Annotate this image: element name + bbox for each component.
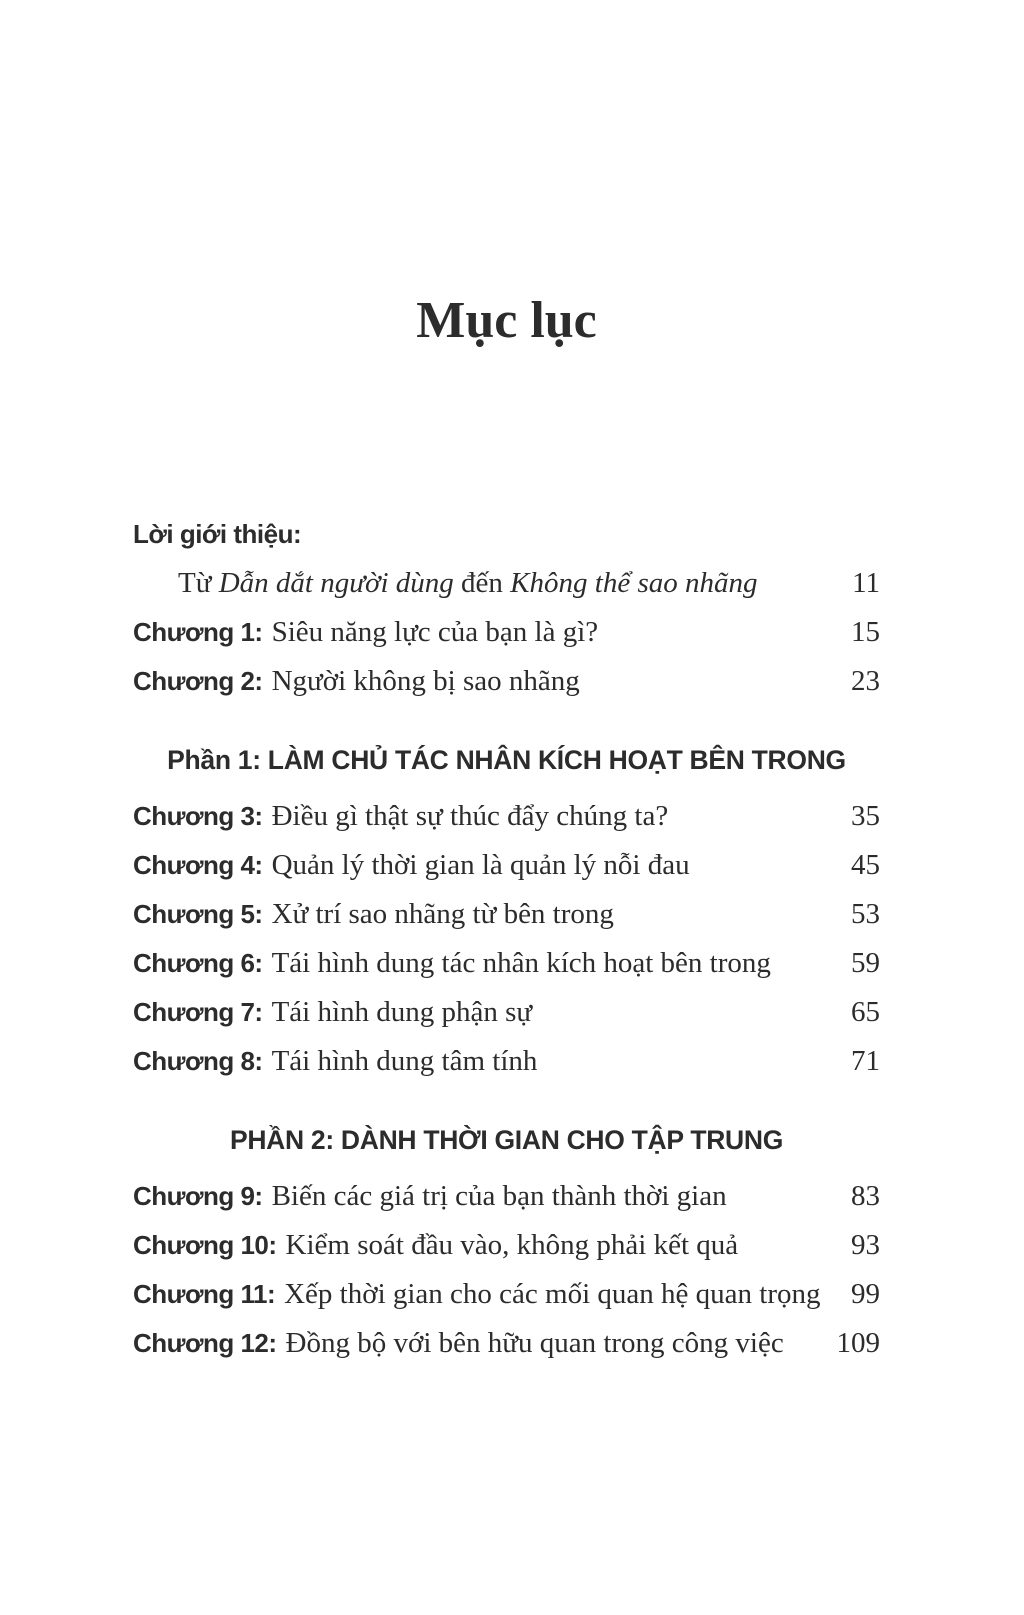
entry-text (133, 941, 771, 990)
intro-label: Lời giới thiệu: (133, 519, 302, 549)
chapter-title: Siêu năng lực của bạn là gì? (271, 616, 599, 648)
intro-segment: Từ (178, 567, 219, 599)
entry-text (133, 892, 614, 941)
entry-text (133, 512, 301, 561)
page-number: 59 (851, 947, 880, 979)
chapter-label: Chương 7: (133, 997, 263, 1027)
chapter-title: Người không bị sao nhãng (271, 665, 580, 697)
page-number: 45 (851, 849, 880, 881)
section-header-part1: Phần 1: LÀM CHỦ TÁC NHÂN KÍCH HOẠT BÊN TRONG (167, 745, 846, 775)
table-of-contents (133, 512, 880, 1370)
chapter-title: Tái hình dung phận sự (271, 996, 533, 1028)
toc-entry (133, 843, 880, 892)
chapter-label: Chương 5: (133, 899, 263, 929)
toc-entry (133, 1039, 880, 1088)
toc-entry (133, 990, 880, 1039)
entry-text (133, 561, 757, 610)
toc-intro-label-row (133, 512, 880, 561)
page-number: 71 (851, 1045, 880, 1077)
toc-entry (133, 1223, 880, 1272)
chapter-label: Chương 11: (133, 1279, 276, 1309)
page-number: 15 (851, 616, 880, 648)
toc-entry (133, 892, 880, 941)
chapter-label: Chương 1: (133, 617, 263, 647)
entry-text (133, 1039, 537, 1088)
chapter-title: Quản lý thời gian là quản lý nỗi đau (271, 849, 690, 881)
chapter-title: Điều gì thật sự thúc đẩy chúng ta? (271, 800, 669, 832)
intro-segment: đến (453, 567, 511, 599)
toc-entry (133, 610, 880, 659)
entry-text (133, 1272, 820, 1321)
toc-entry (133, 659, 880, 708)
intro-segment-italic: Không thể sao nhãng (510, 567, 758, 599)
toc-entry (133, 794, 880, 843)
page-number: 83 (851, 1180, 880, 1212)
chapter-title: Xử trí sao nhãng từ bên trong (271, 898, 614, 930)
chapter-label: Chương 4: (133, 850, 263, 880)
toc-entry (133, 941, 880, 990)
chapter-label: Chương 9: (133, 1181, 263, 1211)
page-number: 99 (851, 1278, 880, 1310)
chapter-label: Chương 6: (133, 948, 263, 978)
page-number: 93 (851, 1229, 880, 1261)
page-title: Mục lục (416, 292, 597, 349)
chapter-label: Chương 2: (133, 666, 263, 696)
intro-segment-italic: Dẫn dắt người dùng (218, 567, 454, 599)
page-number: 65 (851, 996, 880, 1028)
chapter-title: Biến các giá trị của bạn thành thời gian (271, 1180, 727, 1212)
chapter-label: Chương 8: (133, 1046, 263, 1076)
chapter-title: Đồng bộ với bên hữu quan trong công việc (285, 1327, 784, 1359)
chapter-label: Chương 12: (133, 1328, 277, 1358)
entry-text (133, 843, 690, 892)
chapter-label: Chương 3: (133, 801, 263, 831)
toc-intro-entry (133, 561, 880, 610)
toc-entry (133, 1174, 880, 1223)
page-number: 23 (851, 665, 880, 697)
page-number: 35 (851, 800, 880, 832)
chapter-title: Xếp thời gian cho các mối quan hệ quan trọng (284, 1278, 821, 1310)
page-number: 109 (836, 1327, 880, 1359)
toc-entry (133, 1272, 880, 1321)
chapter-title: Kiểm soát đầu vào, không phải kết quả (285, 1229, 739, 1261)
page-number: 53 (851, 898, 880, 930)
entry-text (133, 1223, 738, 1272)
chapter-title: Tái hình dung tâm tính (271, 1045, 538, 1077)
section-header-part2: PHẦN 2: DÀNH THỜI GIAN CHO TẬP TRUNG (229, 1125, 784, 1155)
chapter-title: Tái hình dung tác nhân kích hoạt bên trong (271, 947, 771, 979)
entry-text (133, 990, 532, 1039)
entry-text (133, 659, 580, 708)
entry-text (133, 1174, 727, 1223)
entry-text (133, 1321, 784, 1370)
toc-entry (133, 1321, 880, 1370)
page-number: 11 (852, 567, 880, 599)
entry-text (133, 794, 668, 843)
entry-text (133, 610, 598, 659)
chapter-label: Chương 10: (133, 1230, 277, 1260)
